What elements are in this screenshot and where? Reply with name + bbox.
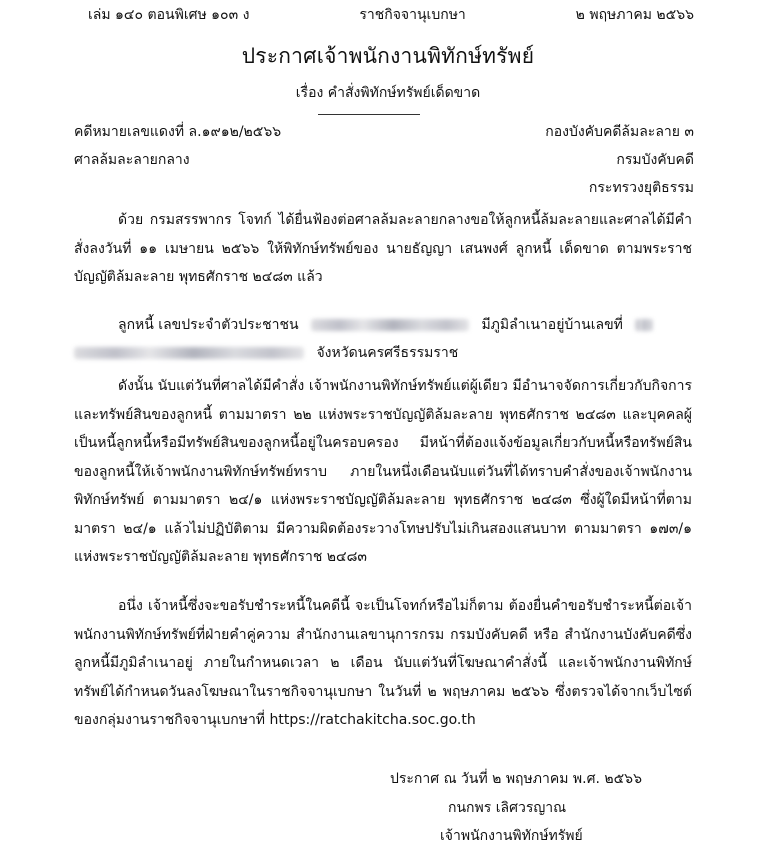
department-name: กรมบังคับคดี [616,152,694,168]
ministry-name: กระทรวงยุติธรรม [588,180,694,196]
paragraph-debtor-line-1 [74,313,692,337]
announcement-title: ประกาศเจ้าพนักงานพิทักษ์ทรัพย์ [241,44,535,68]
paragraph-trustee-powers: ดังนั้น นับแต่วันที่ศาลได้มีคำสั่ง เจ้าพนักงานพิทักษ์ทรัพย์แต่ผู้เดียว มีอำนาจจัดการเกี่ยวกับกิจการและทรัพย์สินของลูกหนี้ ตามมาตรา ๒๒ แห่งพระราชบัญญัติล้มละลาย พุทธศักราช ๒๔๘๓ และบุคคลผู้เป็นหนี้ลูกหนี้หรือมีทรัพย์สินของลูกหนี้อยู่ในครอบครอง มีหน้าที่ต้องแจ้งข้อมูลเกี่ยวกับหนี้หรือทรัพย์สินของลูกหนี้ให้เจ้าพนักงานพิทักษ์ทรัพย์ทราบ ภายในหนึ่งเดือนนับแต่วันที่ได้ทราบคำสั่งของเจ้าพนักงานพิทักษ์ทรัพย์ ตามมาตรา ๒๔/๑ แห่งพระราชบัญญัติล้มละลาย พุทธศักราช ๒๔๘๓ ซึ่งผู้ใดมีหน้าที่ตามมาตรา ๒๔/๑ แล้วไม่ปฏิบัติตาม มีความผิดต้องระวางโทษปรับไม่เกินสองแสนบาท ตามมาตรา ๑๗๓/๑ แห่งพระราชบัญญัติล้มละลาย พุทธศักราช ๒๔๘๓ [74,378,692,565]
title-divider [318,114,420,115]
redacted-id-number [311,319,469,331]
court-name: ศาลล้มละลายกลาง [74,152,190,168]
signatory-name: กนกพร เลิศวรญาณ [448,800,567,816]
header-publication: ราชกิจจานุเบกษา [359,7,466,23]
gazette-header [88,4,694,24]
announcement-date: ประกาศ ณ วันที่ ๒ พฤษภาคม พ.ศ. ๒๕๖๖ [390,771,642,787]
signatory-position: เจ้าพนักงานพิทักษ์ทรัพย์ [440,828,583,844]
header-volume: เล่ม ๑๔๐ ตอนพิเศษ ๑๐๓ ง [88,7,250,23]
debtor-address-label: มีภูมิลำเนาอยู่บ้านเลขที่ [481,317,623,333]
paragraph-creditor-claims: อนึ่ง เจ้าหนี้ซึ่งจะขอรับชำระหนี้ในคดีนี้ จะเป็นโจทก์หรือไม่ก็ตาม ต้องยื่นคำขอรับชำระหนี้ต่อเจ้าพนักงานพิทักษ์ทรัพย์ที่ฝ่ายคำคู่ความ สำนักงานเลขานุการกรม กรมบังคับคดี หรือ สำนักงานบังคับคดีซึ่งลูกหนี้มีภูมิลำเนาอยู่ ภายในกำหนดเวลา ๒ เดือน นับแต่วันที่โฆษณาคำสั่งนี้ และเจ้าพนักงานพิทักษ์ทรัพย์ได้กำหนดวันลงโฆษณาในราชกิจจานุเบกษา ในวันที่ ๒ พฤษภาคม ๒๕๖๖ ซึ่งตรวจได้จากเว็บไซต์ของกลุ่มงานราชกิจจานุเบกษาที่ https://ratchakitcha.soc.go.th [74,598,692,728]
bankruptcy-division: กองบังคับคดีล้มละลาย ๓ [545,124,694,140]
paragraph-debtor-line-2 [74,341,692,365]
announcement-subtitle: เรื่อง คำสั่งพิทักษ์ทรัพย์เด็ดขาด [295,85,481,101]
redacted-house-number [635,319,653,331]
debtor-id-label: ลูกหนี้ เลขประจำตัวประชาชน [118,317,299,333]
redacted-address [74,347,304,359]
paragraph-order: ด้วย กรมสรรพากร โจทก์ ได้ยื่นฟ้องต่อศาลล้มละลายกลางขอให้ลูกหนี้ล้มละลายและศาลได้มีคำสั่งลงวันที่ ๑๑ เมษายน ๒๕๖๖ ให้พิทักษ์ทรัพย์ของ นายธัญญา เสนพงศ์ ลูกหนี้ เด็ดขาด ตามพระราชบัญญัติล้มละลาย พุทธศักราช ๒๔๘๓ แล้ว [74,212,692,285]
header-date: ๒ พฤษภาคม ๒๕๖๖ [575,7,694,23]
debtor-province: จังหวัดนครศรีธรรมราช [316,345,459,361]
red-case-number: คดีหมายเลขแดงที่ ล.๑๙๑๒/๒๕๖๖ [74,124,282,140]
